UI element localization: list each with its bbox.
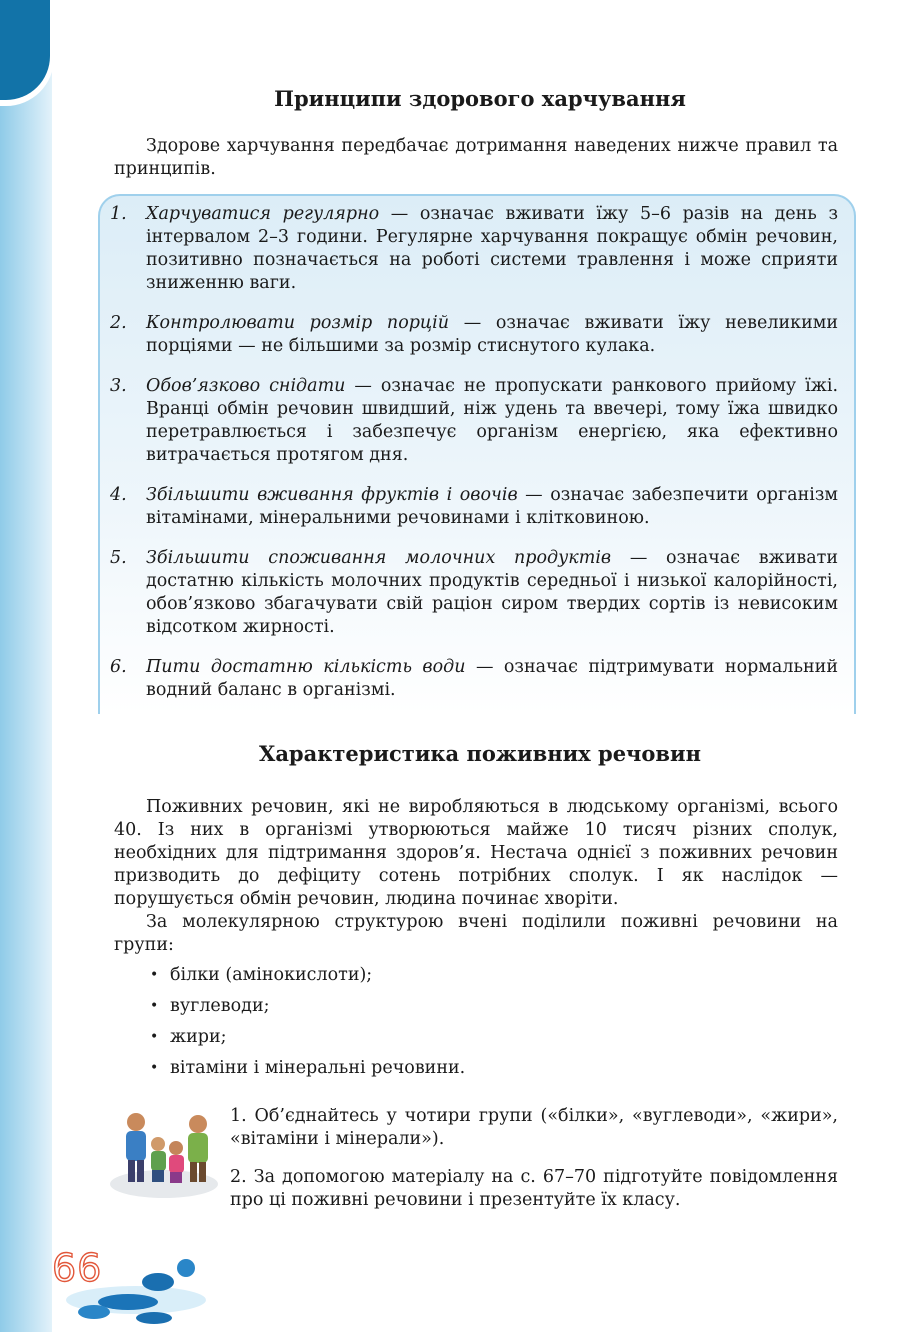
rule-term: Харчуватися регулярно: [146, 204, 380, 224]
task-item: 1. Об’єднайтесь у чотири групи («білки», «вуглеводи», «жири», «вітаміни і мінерали»).: [230, 1106, 838, 1149]
list-item: • вітаміни і мінеральні речовини.: [150, 1057, 465, 1080]
rule-number: 3.: [110, 376, 127, 396]
task-item: 2. За допомогою матеріалу на с. 67–70 підготуйте повідомлення про ці поживні речовини і презентуйте їх класу.: [230, 1167, 838, 1210]
page-number: 66: [52, 1246, 103, 1290]
list-item: • жири;: [150, 1026, 465, 1049]
rule-term: Збільшити вживання фруктів і овочів: [146, 485, 518, 505]
rule-term: Пити достатню кількість води: [146, 657, 466, 677]
rule-item: [110, 312, 838, 358]
rule-item: [110, 656, 838, 702]
rule-text: — означає підтримувати нормальний водний баланс в організмі.: [146, 657, 838, 700]
rule-text: — означає вживати їжу 5–6 разів на день з інтервалом 2–3 години. Регулярне харчування покращує обмін речовин, позитивно позначається на роботі системи травлення і може сприяти зниженню ваги.: [146, 204, 838, 293]
rule-item: [110, 484, 838, 530]
rule-number: 4.: [110, 485, 127, 505]
rule-term: Збільшити споживання молочних продуктів: [146, 548, 612, 568]
intro-paragraph: Здорове харчування передбачає дотримання наведених нижче правил та принципів.: [114, 136, 838, 179]
tasks-list: [230, 1105, 838, 1227]
rule-number: 5.: [110, 548, 127, 568]
rule-text: — означає не пропускати ранкового прийому їжі. Вранці обмін речовин швидший, ніж удень та ввечері, тому їжа швидко перетравлюється і забезпечує організм енергією, яка ефективно витрачається протягом дня.: [146, 376, 839, 465]
groups-intro-paragraph: За молекулярною структурою вчені поділили поживні речовини на групи:: [114, 912, 838, 955]
nutrient-groups-list: [150, 964, 465, 1088]
rule-text: — означає вживати їжу невеликими порціями — не більшими за розмір стиснутого кулака.: [146, 313, 839, 356]
side-margin-bar: [0, 0, 52, 1332]
section-title-nutrients: Характеристика поживних речовин: [259, 741, 701, 766]
rule-term: Контролювати розмір порцій: [146, 313, 450, 333]
nutrients-paragraph: Поживних речовин, які не виробляються в людському організмі, всього 40. Із них в організмі утворюються майже 10 тисяч різних сполук, необхідних для підтримання здоров’я. Нестача однієї з поживних речовин призводить до дефіциту сотень потрібних сполук. І як наслідок — порушується обмін речовин, людина починає хворіти.: [114, 797, 838, 909]
group-of-students-icon: [106, 1100, 222, 1200]
section-title-principles: Принципи здорового харчування: [274, 86, 686, 111]
rule-text: — означає вживати достатню кількість молочних продуктів середньої і низької калорійності, обов’язково збагачувати свій раціон сиром твердих сортів із невисоким відсотком жирності.: [146, 548, 838, 637]
rule-number: 2.: [110, 313, 127, 333]
rule-item: [110, 203, 838, 295]
list-item: • білки (амінокислоти);: [150, 964, 465, 987]
rule-term: Обов’язково снідати: [146, 376, 346, 396]
rules-list: [110, 203, 838, 719]
list-item: • вуглеводи;: [150, 995, 465, 1018]
rule-item: [110, 375, 838, 467]
rule-number: 6.: [110, 657, 127, 677]
rule-item: [110, 547, 838, 639]
rule-text: — означає забезпечити організм вітамінами, мінеральними речовинами і клітковиною.: [146, 485, 838, 528]
rule-number: 1.: [110, 204, 127, 224]
